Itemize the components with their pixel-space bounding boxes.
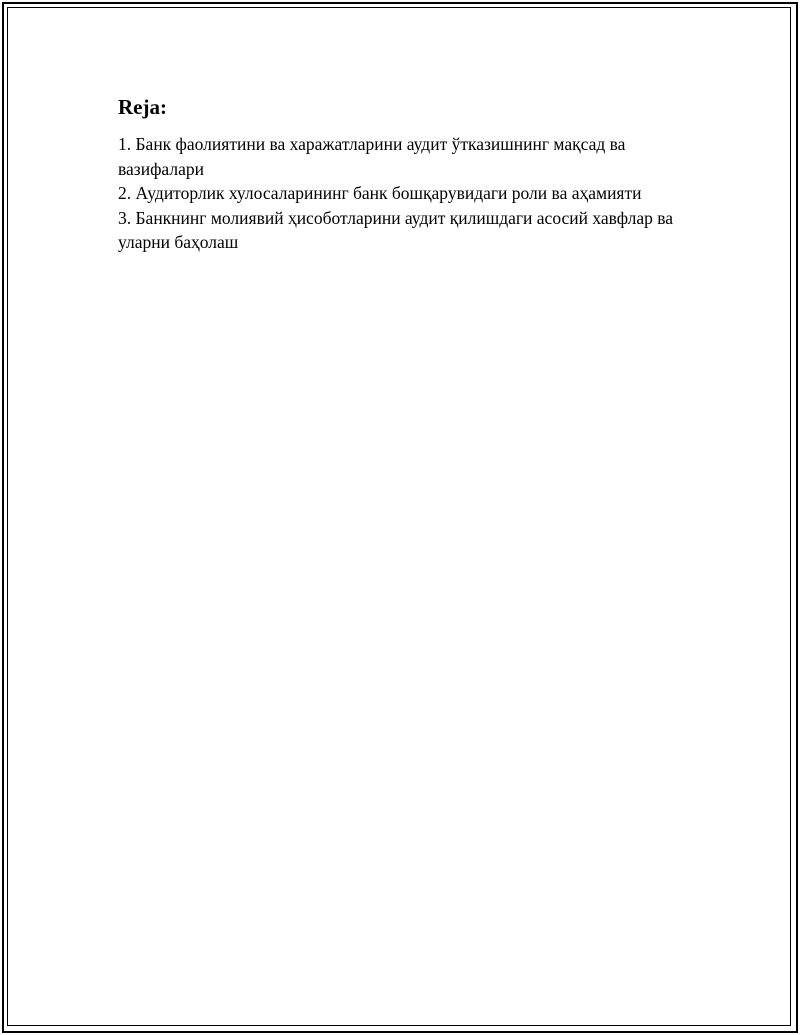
plan-item-2: 2. Аудиторлик хулосаларининг банк бошқарувидаги роли ва аҳамияти [118, 183, 642, 203]
plan-list [118, 132, 698, 255]
plan-item-1: 1. Банк фаолиятини ва харажатларини аудит ўтказишнинг мақсад ва вазифалари [118, 134, 626, 179]
plan-heading: Reja: [118, 95, 167, 119]
plan-item-3: 3. Банкнинг молиявий ҳисоботларини аудит қилишдаги асосий хавфлар ва уларни баҳолаш [118, 207, 674, 252]
document-body [118, 94, 698, 255]
